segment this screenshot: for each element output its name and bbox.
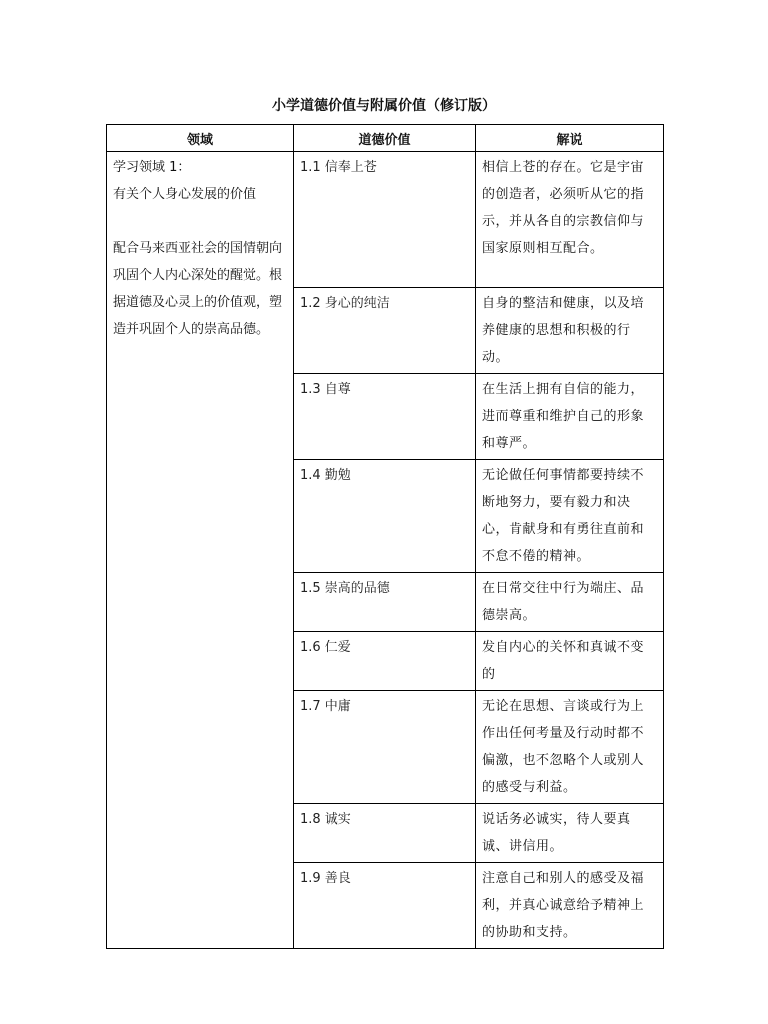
moral-value-cell: 1.5 崇高的品德: [294, 573, 476, 632]
table-header-row: [107, 125, 664, 152]
explanation-cell: 说话务必诚实，待人要真诚、讲信用。: [476, 804, 664, 863]
header-moral-value: 道德价值: [294, 125, 476, 152]
header-domain: 领域: [107, 125, 294, 152]
domain-description: 配合马来西亚社会的国情朝向巩固个人内心深处的醒觉。根据道德及心灵上的价值观，塑造并巩固个人的崇高品德。: [113, 241, 283, 337]
explanation-cell: 相信上苍的存在。它是宇宙的创造者，必须听从它的指示，并从各自的宗教信仰与国家原则相互配合。: [476, 152, 664, 288]
page-title: 小学道德价值与附属价值（修订版）: [272, 98, 496, 114]
domain-name: 有关个人身心发展的价值: [113, 187, 257, 202]
domain-cell: [107, 152, 294, 949]
moral-value-cell: 1.4 勤勉: [294, 460, 476, 573]
explanation-cell: 在生活上拥有自信的能力，进而尊重和维护自己的形象和尊严。: [476, 374, 664, 460]
explanation-cell: 注意自己和别人的感受及福利，并真心诚意给予精神上的协助和支持。: [476, 863, 664, 949]
moral-value-cell: 1.2 身心的纯洁: [294, 288, 476, 374]
moral-value-cell: 1.6 仁爱: [294, 632, 476, 691]
moral-value-cell: 1.7 中庸: [294, 691, 476, 804]
moral-value-cell: 1.9 善良: [294, 863, 476, 949]
explanation-cell: 自身的整洁和健康，以及培养健康的思想和积极的行动。: [476, 288, 664, 374]
moral-value-cell: 1.1 信奉上苍: [294, 152, 476, 288]
explanation-cell: 无论在思想、言谈或行为上作出任何考量及行动时都不偏激，也不忽略个人或别人的感受与利益。: [476, 691, 664, 804]
moral-values-table: [106, 124, 664, 949]
moral-value-cell: 1.3 自尊: [294, 374, 476, 460]
domain-label: 学习领域 1：: [113, 160, 191, 175]
explanation-cell: 无论做任何事情都要持续不断地努力，要有毅力和决心，肯献身和有勇往直前和不怠不倦的精神。: [476, 460, 664, 573]
explanation-cell: 在日常交往中行为端庄、品德崇高。: [476, 573, 664, 632]
table-row: [107, 152, 664, 288]
explanation-cell: 发自内心的关怀和真诚不变的: [476, 632, 664, 691]
moral-value-cell: 1.8 诚实: [294, 804, 476, 863]
header-explanation: 解说: [476, 125, 664, 152]
